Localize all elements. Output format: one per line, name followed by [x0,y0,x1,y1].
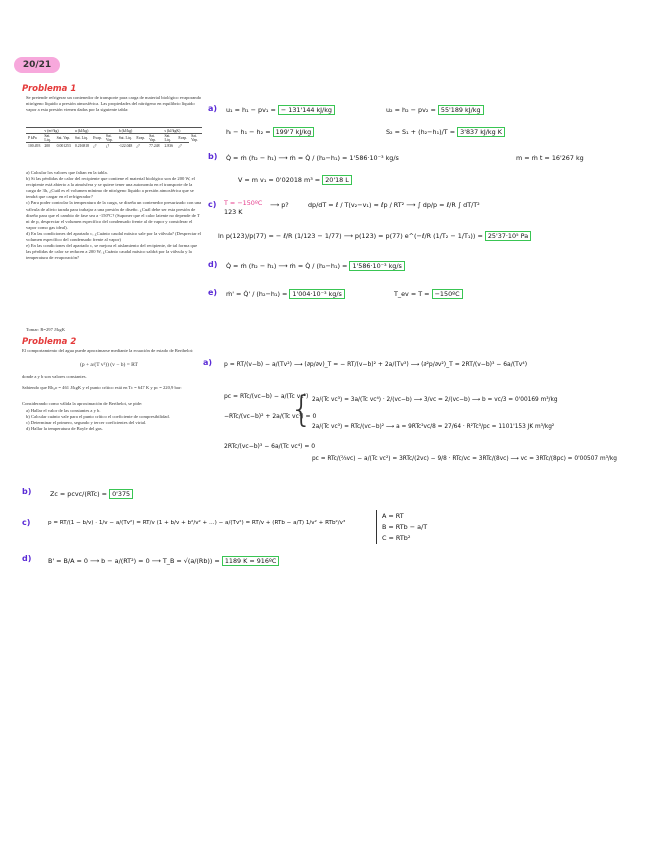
result-box: 55'189 kJ/kg [438,105,484,115]
virial-coefficients [382,511,427,544]
result-box: 25'37·10⁵ Pa [485,231,531,241]
table-cell: ¿? [176,143,189,149]
table-cell: ¿? [91,143,104,149]
eq-2a-sys2: −RTc/(vc−b)² + 2a/(Tc vc³) = 0 [224,413,317,420]
table-head-v: v (m³/kg) [42,128,73,134]
eq-e2: T_ev = T = −150ºC [394,290,463,298]
result-box: 1'586·10⁻³ kg/s [349,261,404,271]
c-temperature-kelvin: 123 K [224,208,243,216]
problem-2-consider: Considerando como válida la aproximación de Berthelot, se pide: [22,401,143,406]
table-cell: 200 [42,143,54,149]
result-box: 0'375 [109,489,133,499]
question-a: a) Calcular los valores que faltan en la tabla. [26,170,108,175]
problem-1-solution [208,100,648,305]
table-cell: 0.001253 [56,143,71,148]
label-2c: c) [22,518,31,527]
problem-1-intro: Se pretende refrigerar un contenedor de transporte para carga de material biológico evaporando nitrógeno líquido a presión atmosférica. Las propiedades del nitrógeno en equilibrio líquido vapor a esta presión vienen dadas por la siguiente tabla: [26,95,202,113]
table-cell: 77.248 [147,143,162,149]
question-d: d) Hallar la temperatura de Boyle del gas. [26,426,103,432]
table-sub: Sat. Liq. [117,134,135,143]
table-sub: Sat. Liq. [73,134,91,143]
result-box: − 131'144 kJ/kg [278,105,335,115]
table-sub: Sat. Liq. [162,134,176,143]
table-head-u: u (kJ/kg) [73,128,117,134]
problem-1-title: Problema 1 [22,84,77,94]
eq-b1: Q̇ = ṁ (h₂ − h₁) ⟶ ṁ = Q̇ / (h₂−h₁) = 1'586·10⁻³ kg/s [226,154,399,162]
result-box: −150ºC [432,289,463,299]
label-e: e) [208,288,218,297]
label-2d: d) [22,554,32,563]
table-cell: ¿? [104,143,117,149]
coef-b: B = RTb − a/T [382,523,428,531]
eq-2a-b: 2a/(Tc vc³) = 3a/(Tc vc⁴) · 2/(vc−b) ⟶ 3/vc = 2/(vc−b) ⟶ b = vc/3 = 0'00169 m³/kg [312,397,558,403]
table-sub: Sat. Liq. [42,134,54,143]
table-sub: Sat. Vap. [147,134,162,143]
eq-2a-sys3: 2RTc/(vc−b)³ − 6a/(Tc vc⁴) = 0 [224,443,316,450]
problem-2-questions [26,408,196,432]
table-sub: Sat. Vap. [104,134,117,143]
question-e: e) En las condiciones del apartado c, se mejora el aislamiento del recipiente, de tal forma que las pérdidas de calor se reducen a 200 W, ¿Cuánto caudal másico saldrá por la válvula y la temperatura de evaporación? [26,243,198,261]
table-head-s: s (kJ/kgK) [162,128,202,134]
problem-1-given-constant: Tomar: R=297 J/kgK [26,327,66,332]
eq-d1: Q̇ = ṁ (h₂ − h₁) ⟶ ṁ = Q̇ / (h₂−h₁) = 1'586·10⁻³ kg/s [226,262,405,270]
eq-a2-right: S₂ = S₁ + (h₂−h₁)/T = 3'837 kJ/kg K [386,128,505,136]
label-2a: a) [203,358,213,367]
question-b: b) Si las pérdidas de calor del recipiente que contiene el material biológico son de 200 W, el recipiente está abierto a la atmósfera y se quiere tener una autonomía en el transporte de la carga de 3h, ¿Cuál es el volumen mínimo de nitrógeno líquido a presión atmosférica que se tendrá que cargar en el refrigerador? [26,176,195,200]
label-b: b) [208,152,218,161]
eq-c1-clapeyron: dp/dT = ℓ / T(v₂−v₁) ≈ ℓp / RT² ⟶ ∫ dp/p = ℓ/R ∫ dT/T² [308,201,480,209]
eq-2d-boyle: B' = B/A = 0 ⟶ b − a/(RT²) = 0 ⟶ T_B = √(a/(Rb)) = 1189 K = 916ºC [48,557,279,565]
eq-a1-left: u₁ = h₁ − pv₁ = − 131'144 kJ/kg [226,106,335,114]
eq-b2: V = m v₁ = 0'02018 m³ = 20'18 L [238,176,352,184]
label-c: c) [208,200,217,209]
eq-2c-virial: p = RT/(1 − b/v) · 1/v − a/(Tv²) = RT/v (1 + b/v + b²/v² + …) − a/(Tv²) = RT/v + (RTb − a/T) 1/v² + RTb²/v³ [48,520,346,526]
result-box: 199'7 kJ/kg [273,127,315,137]
result-box: 1'004·10⁻³ kg/s [289,289,344,299]
eq-2a-sys1: pc = RTc/(vc−b) − a/(Tc vc²) [224,393,309,400]
eq-b1-mass: m = ṁ t = 16'267 kg [516,154,584,162]
result-box: 20'18 L [322,175,352,185]
result-box: 1189 K = 916ºC [222,556,280,566]
question-a: a) Hallar el valor de las constantes a y b. [26,408,101,413]
table-head-h: h (kJ/kg) [117,128,163,134]
eq-2b: Zc = pcvc/(RTc) = 0'375 [50,490,133,498]
table-cell: 2.836 [162,143,176,149]
berthelot-equation: (p + a/(T v²)) (v − b) = RT [80,362,138,368]
table-cell: ¿? [134,143,147,149]
nitrogen-properties-table: v (m³/kg) u (kJ/kg) h (kJ/kg) s (kJ/kgK) P kPa Sat. Liq. Sat. Vap. Sat. Liq. Evap. Sat. Vap. Sat. Liq. Evap. Sat. Vap. Sat. Liq. Evap. Sat. Vap. 100.493 200 0.001253 0.216818 ¿? ¿? -122.048 ¿? 77.248 2.836 ¿? [26,127,202,148]
table-sub: Sat. Vap. [55,134,73,143]
coef-a: A = RT [382,512,404,520]
table-sub: Evap. [91,134,104,143]
table-sub: Evap. [176,134,189,143]
problem-2-title: Problema 2 [22,337,77,347]
problem-2-data: Sabiendo que Rh₂o = 461 J/kgK y el punto crítico está en Tc = 647 K y pc = 220,9 bar: [22,385,182,390]
question-b: b) Calcular cuánto vale para el punto crítico el coeficiente de compresibilidad. [26,414,170,420]
table-sub: Sat. Vap. [189,134,202,143]
page-number-badge: 20/21 [14,57,60,73]
eq-2a-vc: pc = RTc/(⅔vc) − a/(Tc vc²) = 3RTc/(2vc) − 9/8 · RTc/vc = 3RTc/(8vc) ⟶ vc = 3RTc/(8pc) = 0'00507 m³/kg [312,456,617,462]
eq-2a-derivatives: p = RT/(v−b) − a/(Tv²) ⟶ (∂p/∂v)_T = − RT/(v−b)² + 2a/(Tv³) ⟶ (∂²p/∂v²)_T = 2RT/(v−b)³ − 6a/(Tv⁴) [224,361,528,368]
eq-a2-left: hₗ − h₁ − h₂ = 199'7 kJ/kg [226,128,314,136]
table-cell: 0.216818 [74,143,90,148]
problem-2-where: donde a y b son valores constantes. [22,374,87,379]
table-cell: -122.048 [118,143,133,148]
divider [376,510,377,544]
system-brace: { [290,389,313,430]
label-2b: b) [22,487,32,496]
coef-c: C = RTb² [382,534,411,542]
result-box: 3'837 kJ/kg K [457,127,505,137]
eq-a1-right: u₂ = h₂ − pv₂ = 55'189 kJ/kg [386,106,484,114]
eq-2a-a: 2a/(Tc vc³) = RTc/(vc−b)² ⟶ a = 9RTc²vc/8 = 27/64 · R²Tc³/pc = 1101'153 JK m³/kg² [312,424,555,430]
eq-e1: ṁ' = Q̇' / (h₂−h₁) = 1'004·10⁻³ kg/s [226,290,345,298]
c-temperature: T = −150ºC [224,199,263,207]
question-d: d) En las condiciones del apartado c, ¿Cuánto caudal másico sale por la válvula? (Despreciar el volumen específico del condensado frente al vapor) [26,230,201,243]
problem-1-questions [26,170,202,261]
question-c: c) Determinar el primero, segundo y tercer coeficientes del virial. [26,420,147,426]
problem-2-intro: El comportamiento del agua puede aproximarse mediante la ecuación de estado de Berthelot: [22,348,194,353]
c-unknown: ⟶ p? [270,201,289,209]
eq-c2: ln p(123)/p(77) = − ℓ/R (1/123 − 1/77) ⟶ p(123) = p(77) e^(−ℓ/R (1/T₂ − 1/T₁)) = 25'37·10⁵ Pa [218,232,531,240]
table-cell: 100.493 [28,143,41,148]
label-d: d) [208,260,218,269]
table-sub: Evap. [134,134,147,143]
question-c: c) Para poder controlar la temperatura de la carga, se diseña un contenedor presurizado con una válvula de alivio tarada para trabajar a una presión de diseño. ¿Cuál debe ser esta presión de diseño para que el cambio de fase sea a -150ºC? (Suponer que el calor latente no depende de T ni de p, despreciar el volumen específico del condensado frente al de vapor y considerar el vapor como gas ideal). [26,200,202,230]
label-a: a) [208,104,218,113]
